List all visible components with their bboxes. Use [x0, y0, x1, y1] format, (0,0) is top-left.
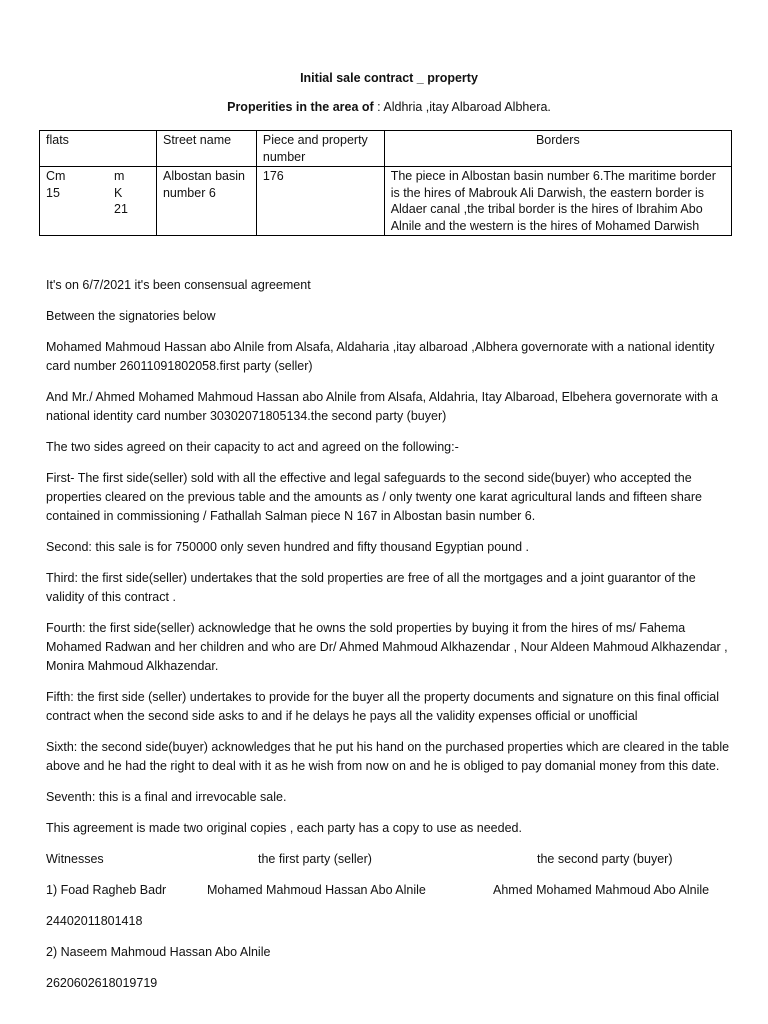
cell-piece-number: 176 [256, 167, 384, 236]
property-table [39, 130, 732, 236]
witness-2-id-row [46, 974, 736, 993]
witness-1-id-row [46, 912, 736, 931]
paragraph-agreed: The two sides agreed on their capacity to act and agreed on the following:- [46, 440, 459, 454]
witness-1-name: 1) Foad Ragheb Badr [46, 883, 167, 897]
seller-name: Mohamed Mahmoud Hassan Abo Alnile [207, 883, 426, 897]
area-blank [46, 201, 114, 218]
clause-first: First- The first side(seller) sold with all the effective and legal safeguards to the second side(buyer) who accepted the properties cleared on the previous table and the amounts as / only twenty one karat agricultural lands and fifteen share contained in commissioning / Fathallah Salman piece N 167 in Albostan basin number 6. [46, 471, 702, 523]
clause-fifth: Fifth: the first side (seller) undertakes to provide for the buyer all the property documents and signature on this final official contract when the second side asks to and if he delays he pays all the validity expenses official or unofficial [46, 690, 720, 723]
document-title: Initial sale contract _ property [300, 71, 478, 85]
paragraph-second-party: And Mr./ Ahmed Mohamed Mahmoud Hassan abo Alnile from Alsafa, Aldahria, Itay Albaroad, Elbehera governorate with a national identity card number 30302071805134.the second party (buyer) [46, 390, 718, 423]
header-borders: Borders [384, 131, 731, 167]
area-unit-cm: Cm [46, 169, 66, 183]
buyer-name: Ahmed Mohamed Mahmoud Abo Alnile [493, 883, 710, 897]
area-unit-m: m [114, 169, 125, 183]
header-street-name: Street name [156, 131, 256, 167]
cell-area [40, 167, 157, 236]
header-flats: flats [40, 131, 157, 167]
document-subtitle [0, 98, 768, 117]
paragraph-between: Between the signatories below [46, 309, 216, 323]
witness-1-id: 24402011801418 [46, 914, 143, 928]
cell-borders: The piece in Albostan basin number 6.The maritime border is the hires of Mabrouk Ali Darwish, the eastern border is Aldaer canal ,the tribal border is the hires of Ibrahim Abo Alnile and the western is the hires of Mohamed Darwish [384, 167, 731, 236]
clause-seventh: Seventh: this is a final and irrevocable sale. [46, 790, 287, 804]
area-value-15: 15 [46, 185, 60, 200]
first-party-label: the first party (seller) [258, 852, 372, 866]
subtitle-label: Properities in the area of [227, 100, 374, 114]
subtitle-location: : Aldhria ,itay Albaroad Albhera. [373, 100, 551, 114]
clause-fourth: Fourth: the first side(seller) acknowledge that he owns the sold properties by buying it from the hires of ms/ Fahema Mohamed Radwan and her children and who are Dr/ Ahmed Mahmoud Alkhazendar , Nour Aldeen Mahmoud Alkhazendar , Monira Mahmoud Alkhazendar. [46, 621, 728, 673]
witness-2-row [46, 943, 736, 962]
table-row [40, 167, 732, 236]
signature-names-row [46, 881, 736, 900]
witnesses-label: Witnesses [46, 852, 104, 866]
clause-sixth: Sixth: the second side(buyer) acknowledges that he put his hand on the purchased properties which are cleared in the table above and he had the right to deal with it as he wish from now on and he is obliged to pay domanial money from this date. [46, 740, 730, 773]
area-unit-k: K [114, 185, 123, 200]
contract-body [46, 276, 736, 1005]
signature-labels-row [46, 850, 736, 869]
paragraph-date: It's on 6/7/2021 it's been consensual agreement [46, 278, 311, 292]
paragraph-copies: This agreement is made two original copies , each party has a copy to use as needed. [46, 821, 522, 835]
second-party-label: the second party (buyer) [537, 852, 673, 866]
cell-street-name: Albostan basin number 6 [156, 167, 256, 236]
table-header-row [40, 131, 732, 167]
clause-second: Second: this sale is for 750000 only seven hundred and fifty thousand Egyptian pound . [46, 540, 529, 554]
witness-2-id: 2620602618019719 [46, 976, 158, 990]
area-value-21: 21 [114, 202, 128, 216]
header-piece-number: Piece and property number [256, 131, 384, 167]
clause-third: Third: the first side(seller) undertakes that the sold properties are free of all the mortgages and a joint guarantor of the validity of this contract . [46, 571, 696, 604]
paragraph-first-party: Mohamed Mahmoud Hassan abo Alnile from Alsafa, Aldaharia ,itay albaroad ,Albhera governorate with a national identity card number 26011091802058.first party (seller) [46, 340, 715, 373]
witness-2-name: 2) Naseem Mahmoud Hassan Abo Alnile [46, 945, 271, 959]
